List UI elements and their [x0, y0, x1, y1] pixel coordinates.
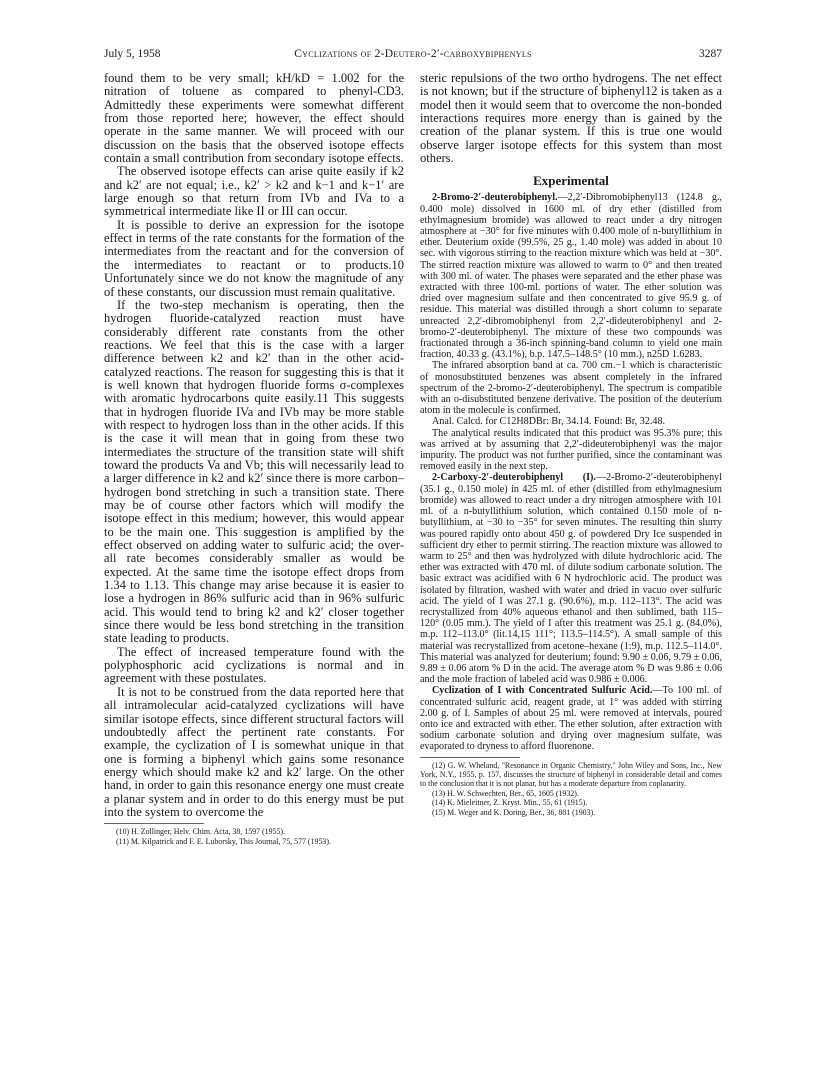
- paragraph-text: The analytical results indicated that this product was 95.3% pure; this was arrived at by assuming that 2,2′-dideuterobiphenyl was the major impurity. The product was not further purified, since the contaminant was removed easily in the next step.: [420, 427, 722, 473]
- paragraph-text: —2-Bromo-2′-deuterobiphenyl (35.1 g., 0.150 mole) in 425 ml. of ether (distilled from ethylmagnesium bromide) was allowed to react under a dry nitrogen atmosphere with 101 ml. of a n-butyllithium solution, which contained 0.150 mole of n-butyllithium, at −30 to −35° for seven minutes. The resulting thin slurry was poured rapidly onto about 450 g. of powdered Dry Ice suspended in sufficient dry ether to permit stirring. The reaction mixture was allowed to warm to 25° and then was hydrolyzed with dilute hydrochloric acid. The ether was extracted with 470 ml. of dilute sodium carbonate solution. The basic extract was acidified with 6 N hydrochloric acid. The product was isolated by filtration, washed with water and dried in vacuo over sulfuric acid. The yield of I was 27.1 g. (90.6%), m.p. 112–113°. The acid was recrystallized from 40% aqueous ethanol and then sublimed, bath 115–120° (0.05 mm.). The yield of I after this treatment was 25.1 g. (84.0%), m.p. 112–113.0° (lit.14,15 111°; 113.5–114.5°). A small sample of this material was recrystallized from acetone–hexane (1:9), m.p. 112.5–114.0°. This material was analyzed for deuterium; found: 9.90 ± 0.06, 9.79 ± 0.06, 9.89 ± 0.06 atom % D in the acid. The average atom % D was 9.86 ± 0.06 and the mole fraction of labeled acid was 0.986 ± 0.006.: [420, 472, 722, 686]
- paragraph: It is possible to derive an expression for the isotope effect in terms of the rate constants for the formation of the intermediates from the reactant and for the conversion of the intermediates to reactant or to products.10 Unfortunately since we do not know the magnitude of any of these constants, our discussion must remain qualitative.: [104, 217, 404, 299]
- footnote: (11) M. Kilpatrick and F. E. Luborsky, This Journal, 75, 577 (1953).: [116, 836, 331, 846]
- paragraph: steric repulsions of the two ortho hydrogens. The net effect is not known; but if the structure of biphenyl12 is taken as a model then it would seem that to overcome the non-bonded interactions requires more energy than is gained by the creation of the planar system. If this is true one would observe larger isotope effects for this system than most others.: [420, 71, 722, 166]
- paragraph: The effect of increased temperature found with the polyphosphoric acid cyclizations is normal and in agreement with these postulates.: [104, 644, 404, 686]
- page-number: 3287: [699, 48, 722, 60]
- left-body-text: [104, 72, 404, 819]
- footnote: (15) M. Weger and K. Doring, Ber., 36, 881 (1903).: [432, 807, 596, 817]
- paragraph: found them to be very small; kH/kD = 1.002 for the nitration of toluene as compared to phenyl-CD3. Admittedly these experiments were somewhat different from those reported here; however, the effect should operate in the same manner. We will proceed with our discussion on the basis that the observed isotope effects contain a small contribution from secondary isotope effects.: [104, 71, 404, 166]
- paragraph-text: —To 100 ml. of concentrated sulfuric acid, reagent grade, at 1° was added with stirring 2.00 g. of I. Samples of about 25 ml. were removed at intervals, poured onto ice and extracted with ether. The ether solution, after extraction with sodium carbonate solution and drying over magnesium sulfate, was evaporated to dryness to afford fluorenone.: [420, 685, 722, 753]
- right-footnotes: [420, 761, 722, 817]
- right-column: [420, 72, 722, 817]
- paragraph-text: The infrared absorption band at ca. 700 cm.−1 which is characteristic of monosubstituted benzenes was absent completely in the infrared spectrum of the 2-bromo-2′-deuterobiphenyl. The spectrum is compatible with an o-disubstituted benzene derivative. The position of the deuterium atom in the molecule is confirmed.: [420, 360, 722, 417]
- experimental-paragraph: [420, 685, 722, 752]
- running-header: [104, 48, 722, 64]
- footnote-divider: [104, 823, 204, 824]
- runin-heading: 2-Bromo-2′-deuterobiphenyl.: [432, 192, 558, 204]
- footnote: (12) G. W. Wheland, "Resonance in Organic Chemistry," John Wiley and Sons, Inc., New York, N.Y., 1955, p. 157, discusses the structure of biphenyl in considerable detail and comes to the conclusion that it is not planar, but has a moderate departure from coplanarity.: [420, 760, 722, 789]
- footnote: (14) K. Mieleitner, Z. Kryst. Min., 55, 61 (1915).: [432, 798, 588, 808]
- right-body-text: [420, 72, 722, 165]
- paragraph: The observed isotope effects can arise quite easily if k2 and k2′ are not equal; i.e., k2′ > k2 and k−1 and k−1′ are large enough so that return from IVb and IVa to a symmetrical intermediate like II or III can occur.: [104, 164, 404, 219]
- experimental-paragraph: [420, 360, 722, 416]
- paragraph-text: —2,2′-Dibromobiphenyl13 (124.8 g., 0.400 mole) dissolved in 1600 ml. of dry ether (distilled from ethylmagnesium bromide) was allowed to react under a dry nitrogen atmosphere at −30° for five minutes with 0.400 mole of n-butyllithium in ether. Deuterium oxide (99.5%, 25 g., 1.40 mole) was added in about 10 sec. with vigorous stirring to the reaction mixture which was held at −30°. The stirred reaction mixture was allowed to warm to 0° and then treated with 300 ml. of water. The phases were separated and the ether phase was extracted with three 100-ml. portions of water. The ether solution was dried over magnesium sulfate and then concentrated to give 95.9 g. of residue. This material was distilled through a short column to separate unreacted 2,2′-dibromobiphenyl from 2,2′-dideuterobiphenyl and 2-bromo-2′-deuterobiphenyl. The mixture of these two compounds was fractionated through a 36-inch spinning-band column to yield one main fraction, 40.33 g. (43.1%), b.p. 147.5–148.5° (10 mm.), n25D 1.6283.: [420, 192, 722, 361]
- experimental-paragraph: [420, 472, 722, 685]
- section-heading-experimental: Experimental: [533, 173, 609, 189]
- experimental-paragraph: [420, 416, 722, 427]
- issue-date: July 5, 1958: [104, 48, 161, 60]
- paragraph: If the two-step mechanism is operating, then the hydrogen fluoride-catalyzed reaction must have considerably different rate constants from the other reactions. We feel that this is the case with a larger difference between k2 and k2′ than in the other acid-catalyzed reactions. The reason for suggesting this is that it is well known that hydrogen fluoride forms σ-complexes with aromatic hydrocarbons quite easily.11 This suggests that in hydrogen fluoride IVa and IVb may be more stable with respect to hydrogen loss than in the other acids. If this is the case it will mean that in going from these two intermediates the structure of the transition state will shift toward the products Va and Vb; this will necessarily lead to a larger difference in k2 and k2′ since there is more carbon–hydrogen bond stretching in such a transition state. There may be of course other factors which will modify the isotope effect in this medium; however, this would appear to be the main one. This suggestion is amplified by the effect observed on adding water to sulfuric acid; the over-all rate becomes considerably smaller as would be expected. At the same time the isotope effect drops from 1.34 to 1.13. This change may arise because it is easier to lose a hydrogen in 86% sulfuric acid than in 96% sulfuric acid. This would tend to bring k2 and k2′ closer together since there would be less bond stretching in the transition state leading to products.: [104, 297, 404, 646]
- experimental-section: [420, 192, 722, 752]
- running-title: Cyclizations of 2-Deutero-2′-carboxybiphenyls: [294, 48, 532, 60]
- runin-heading: 2-Carboxy-2′-deuterobiphenyl (I).: [432, 472, 596, 484]
- paragraph-text: Anal. Calcd. for C12H8DBr: Br, 34.14. Found: Br, 32.48.: [432, 416, 666, 428]
- footnote-divider: [420, 757, 520, 758]
- footnote: (13) H. W. Schwechten, Ber., 65, 1605 (1932).: [432, 788, 579, 798]
- experimental-paragraph: [420, 428, 722, 473]
- paragraph: It is not to be construed from the data reported here that all intramolecular acid-catalyzed cyclizations will have similar isotope effects, since different structural factors will undoubtedly affect the pertinent rate constants. For example, the cyclization of I is somewhat unique in that one is forming a biphenyl which gains some resonance energy which should make k2 and k2′ large. On the other hand, in order to gain this resonance energy one must create a planar system and in order to do this energy must be put into the system to overcome the: [104, 684, 405, 819]
- footnote: (10) H. Zollinger, Helv. Chim. Acta, 38, 1597 (1955).: [116, 827, 286, 837]
- experimental-paragraph: [420, 192, 722, 360]
- left-footnotes: [104, 827, 404, 846]
- runin-heading: Cyclization of I with Concentrated Sulfuric Acid.: [432, 685, 653, 697]
- left-column: [104, 72, 404, 846]
